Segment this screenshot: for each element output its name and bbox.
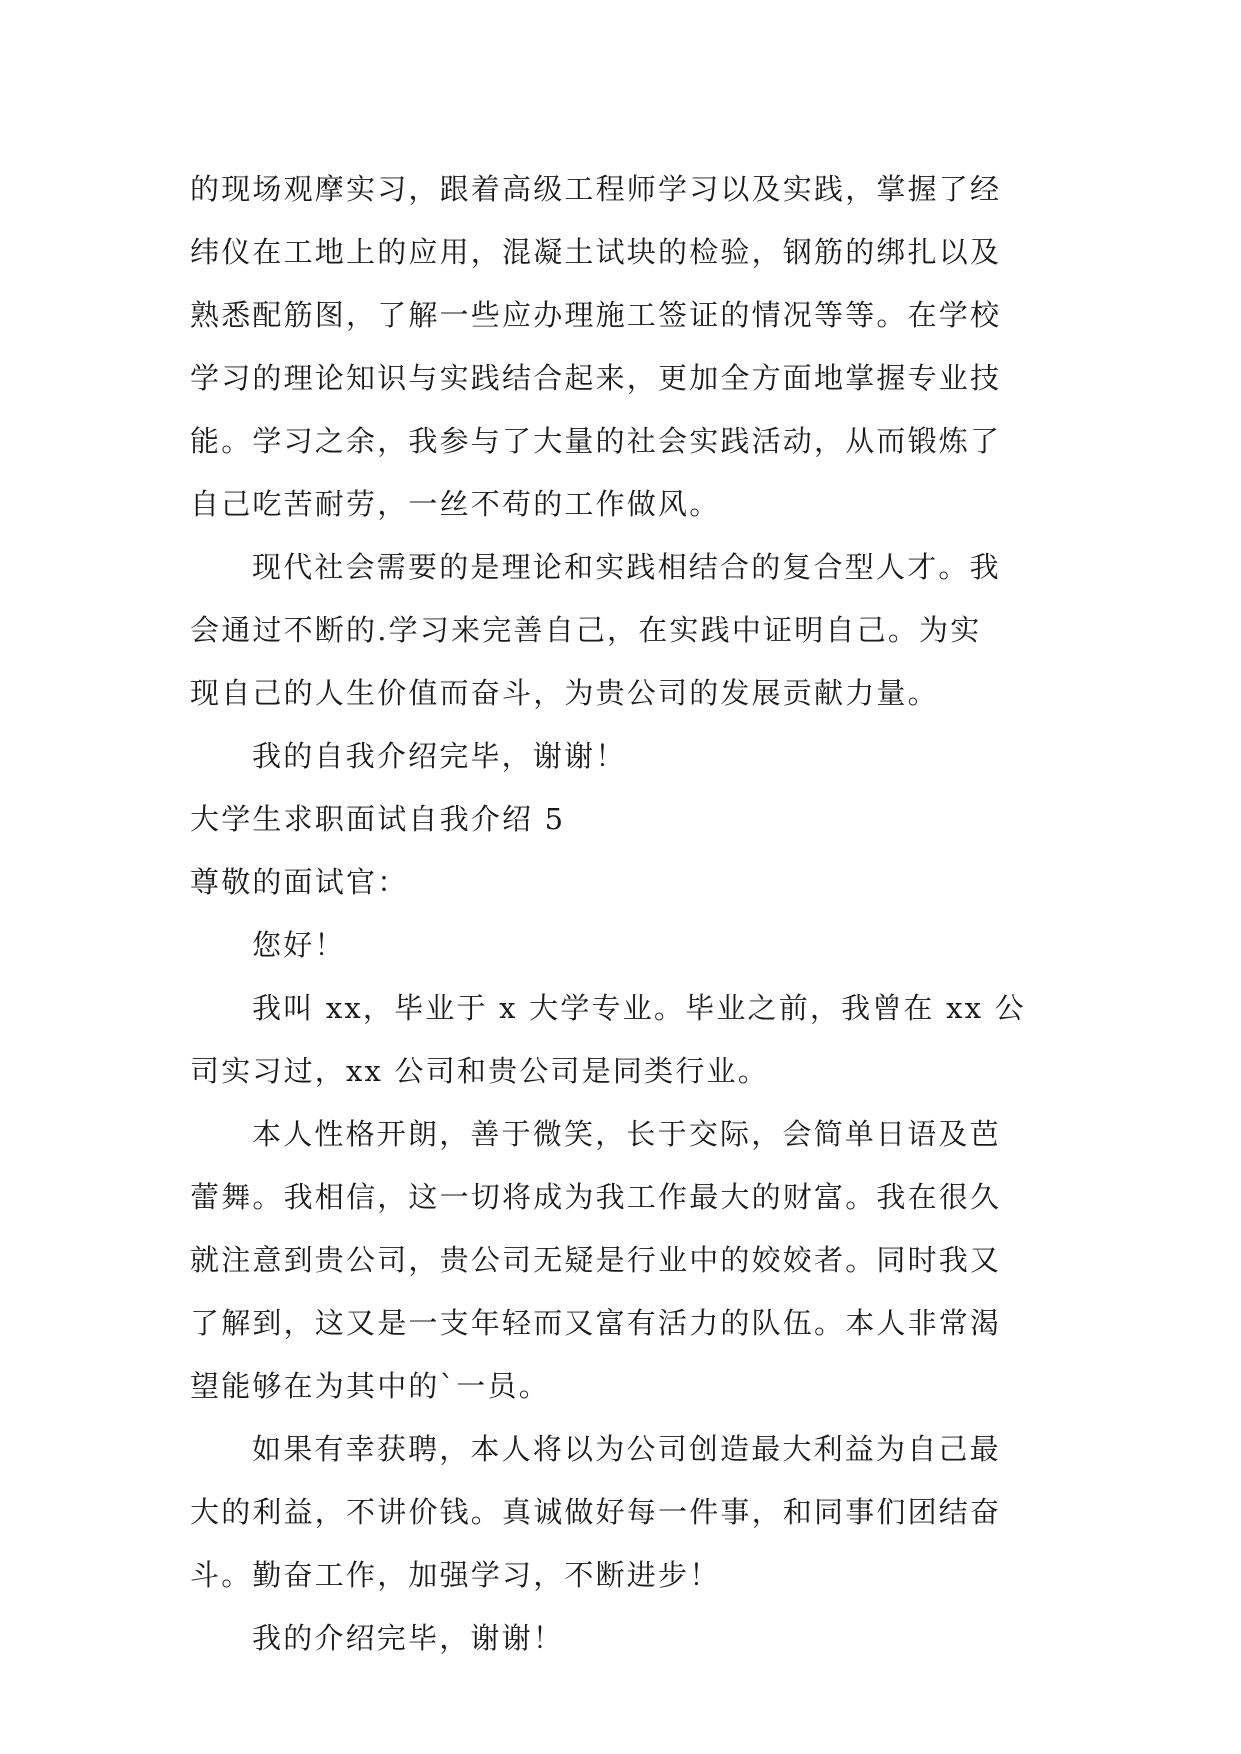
salutation: 尊敬的面试官： <box>190 865 409 899</box>
paragraph-start-line: 如果有幸获聘，本人将以为公司创造最大利益为自己最 <box>252 1432 1001 1466</box>
text-line: 司实习过，xx 公司和贵公司是同类行业。 <box>190 1054 769 1088</box>
text-line: 大的利益，不讲价钱。真诚做好每一件事，和同事们团结奋 <box>190 1495 1002 1529</box>
text-line: 能。学习之余，我参与了大量的社会实践活动，从而锻炼了 <box>190 424 1002 458</box>
text-line: 就注意到贵公司，贵公司无疑是行业中的姣姣者。同时我又 <box>190 1243 1002 1277</box>
paragraph-start-line: 现代社会需要的是理论和实践相结合的复合型人才。我 <box>252 550 1001 584</box>
text-line: 现自己的人生价值而奋斗，为贵公司的发展贡献力量。 <box>190 676 939 710</box>
paragraph-start-line: 我叫 xx，毕业于 x 大学专业。毕业之前，我曾在 xx 公 <box>252 991 1026 1025</box>
text-line: 望能够在为其中的`一员。 <box>190 1369 550 1403</box>
text-line: 蕾舞。我相信，这一切将成为我工作最大的财富。我在很久 <box>190 1180 1002 1214</box>
text-line: 了解到，这又是一支年轻而又富有活力的队伍。本人非常渴 <box>190 1306 1002 1340</box>
closing-line: 我的自我介绍完毕，谢谢！ <box>252 739 627 773</box>
text-line: 自己吃苦耐劳，一丝不苟的工作做风。 <box>190 487 721 521</box>
text-line: 斗。勤奋工作，加强学习，不断进步！ <box>190 1558 721 1592</box>
text-line: 的现场观摩实习，跟着高级工程师学习以及实践，掌握了经 <box>190 172 1002 206</box>
closing-line: 我的介绍完毕，谢谢！ <box>252 1621 565 1655</box>
greeting: 您好！ <box>252 928 346 962</box>
text-line: 会通过不断的.学习来完善自己，在实践中证明自己。为实 <box>190 613 982 647</box>
document-body <box>190 158 1050 1670</box>
section-heading: 大学生求职面试自我介绍 5 <box>190 802 566 836</box>
paragraph-start-line: 本人性格开朗，善于微笑，长于交际，会简单日语及芭 <box>252 1117 1001 1151</box>
text-line: 熟悉配筋图，了解一些应办理施工签证的情况等等。在学校 <box>190 298 1002 332</box>
text-line: 学习的理论知识与实践结合起来，更加全方面地掌握专业技 <box>190 361 1002 395</box>
text-line: 纬仪在工地上的应用，混凝土试块的检验，钢筋的绑扎以及 <box>190 235 1002 269</box>
